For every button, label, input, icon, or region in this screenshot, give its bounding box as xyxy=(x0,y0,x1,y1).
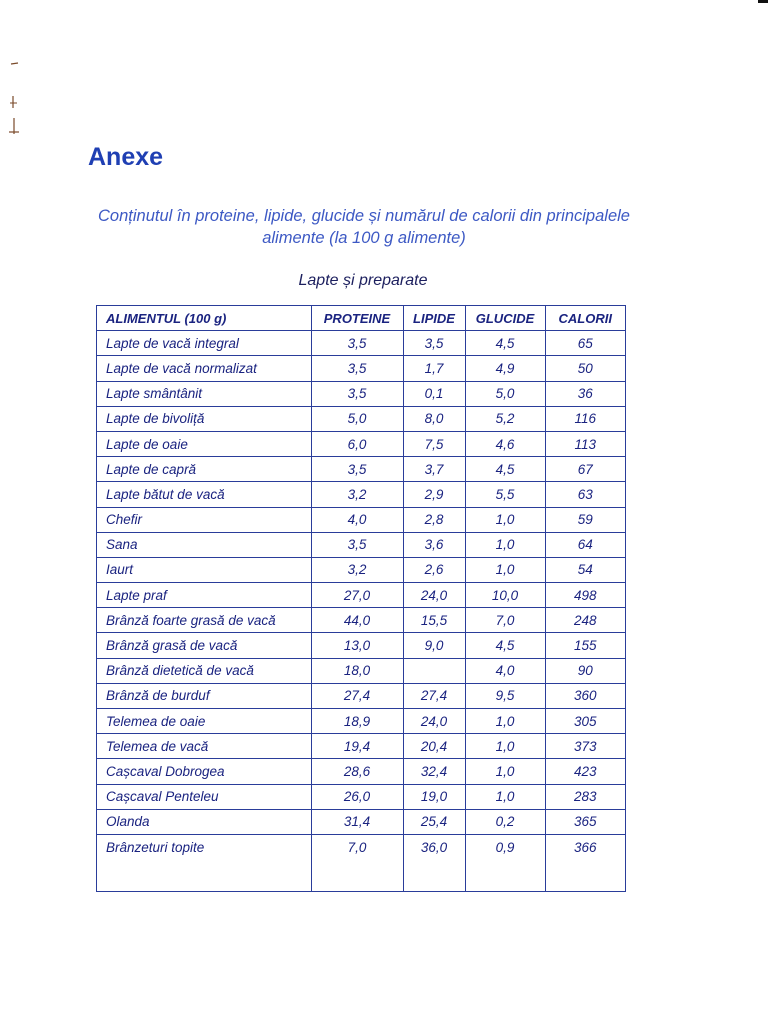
table-row xyxy=(97,507,625,532)
column-header-food: ALIMENTUL (100 g) xyxy=(97,306,311,331)
table-row xyxy=(97,734,625,759)
carbs-cell: 0,2 xyxy=(465,809,545,834)
lipids-cell: 25,4 xyxy=(403,809,465,834)
carbs-cell: 5,0 xyxy=(465,381,545,406)
empty-cell xyxy=(311,859,403,891)
protein-cell: 3,2 xyxy=(311,482,403,507)
food-name-cell: Olanda xyxy=(97,809,311,834)
table-row xyxy=(97,457,625,482)
nutrition-table-frame xyxy=(96,305,626,892)
protein-cell: 3,2 xyxy=(311,557,403,582)
table-row xyxy=(97,406,625,431)
table-row xyxy=(97,658,625,683)
protein-cell: 19,4 xyxy=(311,734,403,759)
carbs-cell: 5,2 xyxy=(465,406,545,431)
carbs-cell: 1,0 xyxy=(465,734,545,759)
column-header-calories: CALORII xyxy=(545,306,625,331)
carbs-cell: 1,0 xyxy=(465,759,545,784)
table-row xyxy=(97,834,625,859)
lipids-cell: 36,0 xyxy=(403,834,465,859)
table-row xyxy=(97,331,625,356)
scan-edge-mark xyxy=(758,0,768,3)
carbs-cell: 10,0 xyxy=(465,583,545,608)
food-name-cell: Lapte de capră xyxy=(97,457,311,482)
calories-cell: 64 xyxy=(545,532,625,557)
protein-cell: 27,0 xyxy=(311,583,403,608)
calories-cell: 373 xyxy=(545,734,625,759)
protein-cell: 3,5 xyxy=(311,532,403,557)
calories-cell: 498 xyxy=(545,583,625,608)
empty-cell xyxy=(465,859,545,891)
food-name-cell: Lapte smântânit xyxy=(97,381,311,406)
lipids-cell: 7,5 xyxy=(403,431,465,456)
calories-cell: 423 xyxy=(545,759,625,784)
food-name-cell: Chefir xyxy=(97,507,311,532)
food-name-cell: Telemea de vacă xyxy=(97,734,311,759)
column-header-protein: PROTEINE xyxy=(311,306,403,331)
table-body xyxy=(97,331,625,891)
food-name-cell: Brânză de burduf xyxy=(97,683,311,708)
protein-cell: 3,5 xyxy=(311,457,403,482)
carbs-cell: 4,5 xyxy=(465,457,545,482)
column-header-carbs: GLUCIDE xyxy=(465,306,545,331)
table-bottom-spacer xyxy=(97,859,625,891)
food-name-cell: Brânză grasă de vacă xyxy=(97,633,311,658)
table-row xyxy=(97,381,625,406)
protein-cell: 3,5 xyxy=(311,331,403,356)
food-name-cell: Lapte praf xyxy=(97,583,311,608)
table-header-row xyxy=(97,306,625,331)
table-row xyxy=(97,356,625,381)
calories-cell: 67 xyxy=(545,457,625,482)
calories-cell: 116 xyxy=(545,406,625,431)
lipids-cell: 32,4 xyxy=(403,759,465,784)
empty-cell xyxy=(545,859,625,891)
table-row xyxy=(97,709,625,734)
lipids-cell: 24,0 xyxy=(403,583,465,608)
protein-cell: 6,0 xyxy=(311,431,403,456)
food-name-cell: Cașcaval Dobrogea xyxy=(97,759,311,784)
lipids-cell: 2,9 xyxy=(403,482,465,507)
carbs-cell: 1,0 xyxy=(465,784,545,809)
calories-cell: 54 xyxy=(545,557,625,582)
page-subtitle: Conținutul în proteine, lipide, glucide și numărul de calorii din principalele alimente (la 100 g alimente) xyxy=(98,207,630,247)
carbs-cell: 1,0 xyxy=(465,709,545,734)
protein-cell: 18,9 xyxy=(311,709,403,734)
lipids-cell: 0,1 xyxy=(403,381,465,406)
protein-cell: 5,0 xyxy=(311,406,403,431)
lipids-cell: 24,0 xyxy=(403,709,465,734)
table-row xyxy=(97,683,625,708)
carbs-cell: 5,5 xyxy=(465,482,545,507)
calories-cell: 155 xyxy=(545,633,625,658)
lipids-cell: 3,7 xyxy=(403,457,465,482)
lipids-cell: 20,4 xyxy=(403,734,465,759)
carbs-cell: 0,9 xyxy=(465,834,545,859)
food-name-cell: Lapte de bivoliță xyxy=(97,406,311,431)
lipids-cell: 8,0 xyxy=(403,406,465,431)
carbs-cell: 4,5 xyxy=(465,331,545,356)
table-row xyxy=(97,608,625,633)
lipids-cell: 2,8 xyxy=(403,507,465,532)
empty-cell xyxy=(97,859,311,891)
page-heading: Anexe xyxy=(88,143,164,171)
calories-cell: 59 xyxy=(545,507,625,532)
food-name-cell: Brânză foarte grasă de vacă xyxy=(97,608,311,633)
lipids-cell: 9,0 xyxy=(403,633,465,658)
table-row xyxy=(97,532,625,557)
protein-cell: 3,5 xyxy=(311,381,403,406)
section-title: Lapte și preparate xyxy=(298,272,428,289)
protein-cell: 7,0 xyxy=(311,834,403,859)
food-name-cell: Lapte de vacă normalizat xyxy=(97,356,311,381)
calories-cell: 365 xyxy=(545,809,625,834)
table-row xyxy=(97,482,625,507)
protein-cell: 3,5 xyxy=(311,356,403,381)
protein-cell: 44,0 xyxy=(311,608,403,633)
protein-cell: 13,0 xyxy=(311,633,403,658)
lipids-cell: 2,6 xyxy=(403,557,465,582)
carbs-cell: 1,0 xyxy=(465,507,545,532)
protein-cell: 18,0 xyxy=(311,658,403,683)
lipids-cell: 1,7 xyxy=(403,356,465,381)
food-name-cell: Cașcaval Penteleu xyxy=(97,784,311,809)
table-row xyxy=(97,557,625,582)
carbs-cell: 4,6 xyxy=(465,431,545,456)
carbs-cell: 4,9 xyxy=(465,356,545,381)
calories-cell: 283 xyxy=(545,784,625,809)
lipids-cell: 27,4 xyxy=(403,683,465,708)
food-name-cell: Lapte bătut de vacă xyxy=(97,482,311,507)
food-name-cell: Sana xyxy=(97,532,311,557)
empty-cell xyxy=(403,859,465,891)
lipids-cell: 15,5 xyxy=(403,608,465,633)
food-name-cell: Telemea de oaie xyxy=(97,709,311,734)
protein-cell: 27,4 xyxy=(311,683,403,708)
column-header-lipids: LIPIDE xyxy=(403,306,465,331)
table-row xyxy=(97,431,625,456)
calories-cell: 360 xyxy=(545,683,625,708)
protein-cell: 28,6 xyxy=(311,759,403,784)
food-name-cell: Brânzeturi topite xyxy=(106,839,205,855)
table-row xyxy=(97,633,625,658)
margin-tick-marks xyxy=(8,58,22,143)
table-row xyxy=(97,583,625,608)
carbs-cell: 4,5 xyxy=(465,633,545,658)
lipids-cell: 19,0 xyxy=(403,784,465,809)
calories-cell: 305 xyxy=(545,709,625,734)
protein-cell: 4,0 xyxy=(311,507,403,532)
calories-cell: 248 xyxy=(545,608,625,633)
calories-cell: 63 xyxy=(545,482,625,507)
carbs-cell: 9,5 xyxy=(465,683,545,708)
calories-cell: 36 xyxy=(545,381,625,406)
calories-cell: 113 xyxy=(545,431,625,456)
food-name-cell: Lapte de oaie xyxy=(97,431,311,456)
calories-cell: 65 xyxy=(545,331,625,356)
food-name-cell: Brânză dietetică de vacă xyxy=(97,658,311,683)
lipids-cell xyxy=(403,658,465,683)
protein-cell: 26,0 xyxy=(311,784,403,809)
calories-cell: 50 xyxy=(545,356,625,381)
calories-cell: 90 xyxy=(545,658,625,683)
nutrition-table xyxy=(97,306,625,891)
carbs-cell: 4,0 xyxy=(465,658,545,683)
calories-cell: 366 xyxy=(545,834,625,859)
carbs-cell: 1,0 xyxy=(465,557,545,582)
lipids-cell: 3,6 xyxy=(403,532,465,557)
carbs-cell: 7,0 xyxy=(465,608,545,633)
table-row xyxy=(97,809,625,834)
lipids-cell: 3,5 xyxy=(403,331,465,356)
table-row xyxy=(97,759,625,784)
carbs-cell: 1,0 xyxy=(465,532,545,557)
food-name-cell: Iaurt xyxy=(97,557,311,582)
food-name-cell: Lapte de vacă integral xyxy=(97,331,311,356)
table-row xyxy=(97,784,625,809)
protein-cell: 31,4 xyxy=(311,809,403,834)
